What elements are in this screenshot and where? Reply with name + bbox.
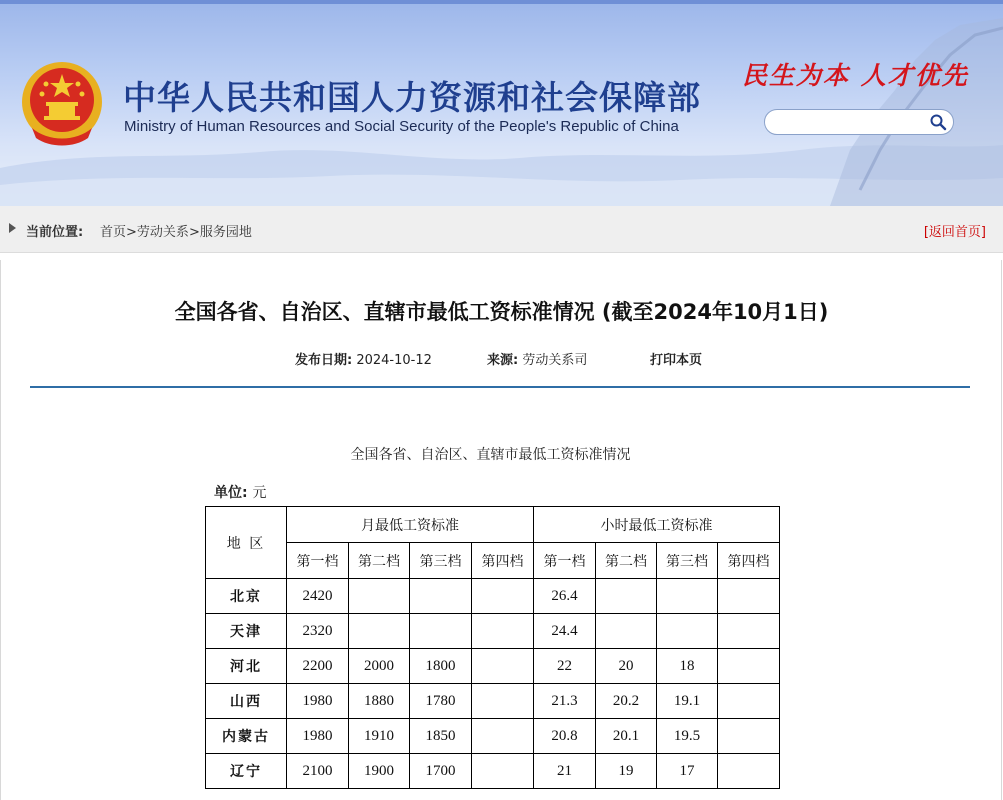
hourly-wage-cell: 26.4 [534, 579, 596, 614]
monthly-wage-cell: 1780 [410, 684, 472, 719]
table-row [206, 719, 780, 754]
region-cell: 天津 [206, 614, 287, 649]
hourly-wage-cell: 19.5 [657, 719, 718, 754]
region-header: 地 区 [206, 507, 287, 579]
region-cell: 内蒙古 [206, 719, 287, 754]
hourly-wage-cell: 22 [534, 649, 596, 684]
monthly-wage-cell [472, 754, 534, 789]
table-row [206, 684, 780, 719]
hourly-wage-cell: 17 [657, 754, 718, 789]
publish-date-value: 2024-10-12 [356, 353, 432, 368]
unit-note [214, 482, 266, 502]
monthly-wage-cell [472, 579, 534, 614]
breadcrumb-bar [0, 206, 1003, 253]
tier-header: 第二档 [596, 543, 657, 579]
hourly-wage-cell [718, 579, 780, 614]
monthly-wage-cell [349, 579, 410, 614]
search-icon[interactable] [929, 113, 947, 131]
tier-header: 第二档 [349, 543, 410, 579]
hourly-wage-cell: 24.4 [534, 614, 596, 649]
monthly-wage-cell: 1900 [349, 754, 410, 789]
hourly-wage-cell [657, 614, 718, 649]
hourly-wage-cell [657, 579, 718, 614]
hourly-wage-cell [718, 614, 780, 649]
source [487, 349, 587, 368]
table-header-row [206, 507, 780, 543]
tier-header: 第一档 [287, 543, 349, 579]
search-input[interactable] [775, 113, 929, 133]
hourly-wage-cell: 20.1 [596, 719, 657, 754]
table-body [206, 579, 780, 789]
triangle-right-icon [9, 223, 16, 233]
hourly-wage-cell: 19 [596, 754, 657, 789]
hourly-header: 小时最低工资标准 [534, 507, 780, 543]
region-cell: 山西 [206, 684, 287, 719]
tier-header: 第四档 [472, 543, 534, 579]
region-cell: 辽宁 [206, 754, 287, 789]
slogan-calligraphy: 民生为本 人才优先 [742, 61, 969, 90]
unit-value: 元 [252, 485, 267, 501]
article-title: 全国各省、自治区、直辖市最低工资标准情况 (截至2024年10月1日) [174, 300, 829, 324]
publish-date-label: 发布日期: [295, 353, 353, 368]
monthly-wage-cell: 1800 [410, 649, 472, 684]
monthly-wage-cell: 1850 [410, 719, 472, 754]
table-row [206, 754, 780, 789]
hourly-wage-cell: 20 [596, 649, 657, 684]
breadcrumb [100, 221, 252, 240]
hourly-wage-cell: 18 [657, 649, 718, 684]
hourly-wage-cell [596, 614, 657, 649]
back-home-link[interactable]: [返回首页] [923, 225, 986, 240]
monthly-header: 月最低工资标准 [287, 507, 534, 543]
monthly-wage-cell [410, 614, 472, 649]
hourly-wage-cell: 21.3 [534, 684, 596, 719]
publish-date [295, 349, 432, 368]
ministry-title-cn: 中华人民共和国人力资源和社会保障部 [123, 78, 701, 117]
hourly-wage-cell [718, 719, 780, 754]
breadcrumb-home[interactable]: 首页 [100, 225, 127, 240]
region-cell: 北京 [206, 579, 287, 614]
hourly-wage-cell [718, 684, 780, 719]
monthly-wage-cell: 2100 [287, 754, 349, 789]
hourly-wage-cell [596, 579, 657, 614]
monthly-wage-cell: 1980 [287, 684, 349, 719]
minimum-wage-table [205, 506, 780, 789]
tier-header: 第四档 [718, 543, 780, 579]
monthly-wage-cell [410, 579, 472, 614]
monthly-wage-cell: 1880 [349, 684, 410, 719]
breadcrumb-service-garden[interactable]: 服务园地 [199, 225, 252, 240]
monthly-wage-cell: 1700 [410, 754, 472, 789]
breadcrumb-labor-relations[interactable]: 劳动关系 [136, 225, 189, 240]
monthly-wage-cell [472, 684, 534, 719]
monthly-wage-cell [472, 614, 534, 649]
monthly-wage-cell: 2420 [287, 579, 349, 614]
monthly-wage-cell [349, 614, 410, 649]
source-value: 劳动关系司 [522, 353, 588, 368]
tier-header: 第一档 [534, 543, 596, 579]
table-row [206, 579, 780, 614]
monthly-wage-cell: 1980 [287, 719, 349, 754]
monthly-wage-cell: 2000 [349, 649, 410, 684]
hourly-wage-cell: 21 [534, 754, 596, 789]
source-label: 来源: [487, 353, 519, 368]
title-divider [30, 386, 970, 388]
monthly-wage-cell: 2320 [287, 614, 349, 649]
monthly-wage-cell: 2200 [287, 649, 349, 684]
hourly-wage-cell: 20.8 [534, 719, 596, 754]
monthly-wage-cell: 1910 [349, 719, 410, 754]
breadcrumb-separator: > [188, 225, 200, 240]
breadcrumb-separator: > [126, 225, 137, 240]
hourly-wage-cell: 20.2 [596, 684, 657, 719]
monthly-wage-cell [472, 719, 534, 754]
print-page-link[interactable]: 打印本页 [650, 353, 703, 368]
tier-header: 第三档 [410, 543, 472, 579]
monthly-wage-cell [472, 649, 534, 684]
table-tier-row [206, 543, 780, 579]
table-row [206, 649, 780, 684]
table-row [206, 614, 780, 649]
header-banner [0, 0, 1003, 206]
region-cell: 河北 [206, 649, 287, 684]
national-emblem-icon [18, 58, 106, 148]
breadcrumb-label: 当前位置: [26, 225, 84, 240]
hourly-wage-cell [718, 649, 780, 684]
unit-label: 单位: [214, 485, 248, 501]
tier-header: 第三档 [657, 543, 718, 579]
hourly-wage-cell [718, 754, 780, 789]
ministry-title-en: Ministry of Human Resources and Social Security of the People's Republic of China [124, 118, 679, 135]
table-caption: 全国各省、自治区、直辖市最低工资标准情况 [350, 447, 631, 463]
hourly-wage-cell: 19.1 [657, 684, 718, 719]
search-box [764, 109, 954, 135]
